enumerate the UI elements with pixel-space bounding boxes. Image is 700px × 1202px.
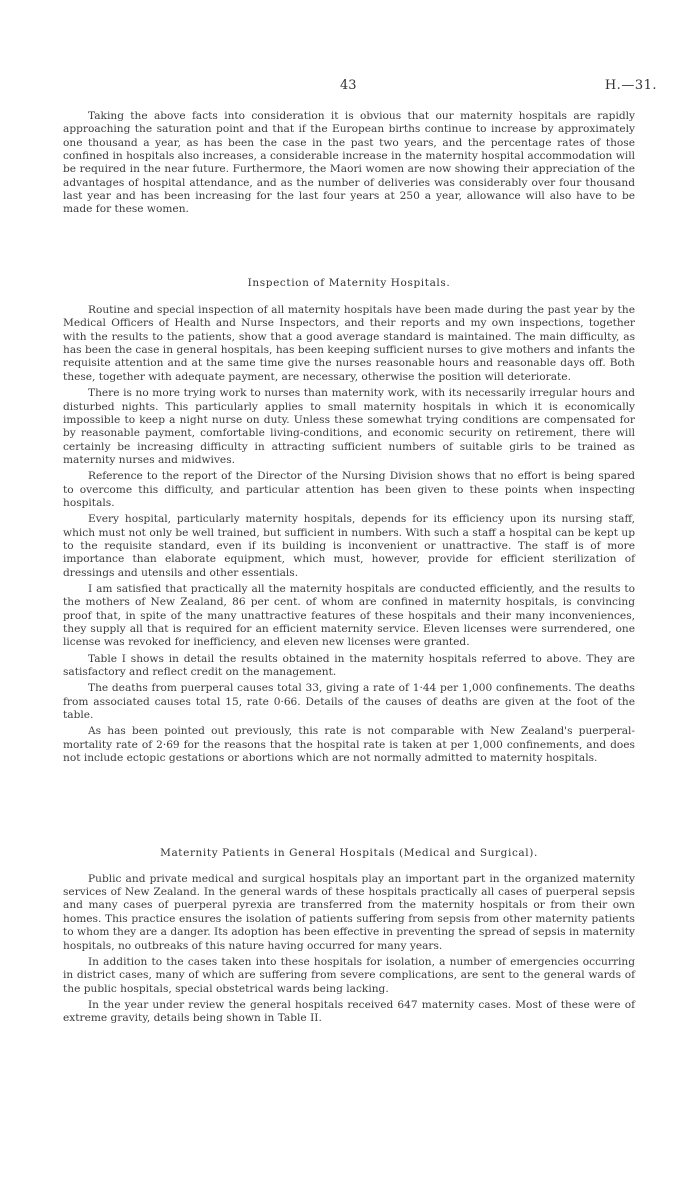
inspection-paragraph-4: Every hospital, particularly maternity hospitals, depends for its efficiency upon its nursing staff, which must not only be well trained, but sufficient in numbers. With such a staff a hospital can be kept up to the requisite standard, even if its building is inconvenient or unattractive. The staff is of more importance than elaborate equipment, which must, however, provide for efficient sterilization of dressings and utensils and other essentials. [63, 513, 635, 579]
page-number: 43 [340, 78, 357, 93]
general-paragraph-3: In the year under review the general hospitals received 647 maternity cases. Most of these were of extreme gravity, details being shown in Table II. [63, 998, 635, 1025]
general-paragraph-2: In addition to the cases taken into these hospitals for isolation, a number of emergencies occurring in district cases, many of which are suffering from severe complications, are sent to the general wards of the public hospitals, special obstetrical wards being lacking. [63, 955, 635, 995]
section-heading-general-hospitals: Maternity Patients in General Hospitals (Medical and Surgical). [160, 847, 538, 860]
inspection-paragraph-3: Reference to the report of the Director of the Nursing Division shows that no effort is being spared to overcome this difficulty, and particular attention has been given to these points when inspecting hospitals. [63, 470, 635, 509]
inspection-paragraph-1: Routine and special inspection of all maternity hospitals have been made during the past year by the Medical Officers of Health and Nurse Inspectors, and their reports and my own inspections, together with the results to the patients, show that a good average standard is maintained. The main difficulty, as has been the case in general hospitals, has been keeping sufficient nurses to give mothers and infants the requisite attention and at the same time give the nurses reasonable hours and reasonable days off. Both these, together with adequate payment, are necessary, otherwise the position will deteriorate. [63, 304, 635, 383]
document-reference: H.—31. [604, 78, 657, 93]
inspection-paragraph-8: As has been pointed out previously, this rate is not comparable with New Zealand's puerperal-mortality rate of 2·69 for the reasons that the hospital rate is taken at per 1,000 confinements, and does not include ectopic gestations or abortions which are not normally admitted to maternity hospitals. [63, 725, 635, 765]
inspection-paragraph-5: I am satisfied that practically all the maternity hospitals are conducted efficiently, and the results to the mothers of New Zealand, 86 per cent. of whom are confined in maternity hospitals, is convincing proof that, in spite of the many unattractive features of these hospitals and their many inconveniences, they supply all that is required for an efficient maternity service. Eleven licenses were surrendered, one license was revoked for inefficiency, and eleven new licenses were granted. [63, 582, 635, 649]
section-heading-inspection: Inspection of Maternity Hospitals. [247, 276, 451, 289]
document-body [63, 110, 635, 1029]
general-paragraph-1: Public and private medical and surgical hospitals play an important part in the organized maternity services of New Zealand. In the general wards of these hospitals practically all cases of puerperal sepsis and many cases of puerperal pyrexia are transferred from the maternity hospitals or from their own homes. This practice ensures the isolation of patients suffering from sepsis from other maternity patients to whom they are a danger. Its adoption has been effective in preventing the spread of sepsis in maternity hospitals, no outbreaks of this nature having occurred for many years. [63, 872, 635, 952]
inspection-paragraph-7: The deaths from puerperal causes total 33, giving a rate of 1·44 per 1,000 confinements. The deaths from associated causes total 15, rate 0·66. Details of the causes of deaths are given at the foot of the table. [63, 682, 635, 722]
inspection-paragraph-2: There is no more trying work to nurses than maternity work, with its necessarily irregular hours and disturbed nights. This particularly applies to small maternity hospitals in which it is economically impossible to keep a night nurse on duty. Unless these somewhat trying conditions are compensated for by reasonable payment, comfortable living-conditions, and economic security on retirement, there will certainly be increasing difficulty in attracting sufficient numbers of suitable girls to be trained as maternity nurses and midwives. [63, 387, 635, 466]
page-header [0, 74, 700, 94]
intro-paragraph: Taking the above facts into consideration it is obvious that our maternity hospitals are rapidly approaching the saturation point and that if the European births continue to increase by approximately one thousand a year, as has been the case in the past two years, and the percentage rates of those confined in hospitals also increases, a considerable increase in the maternity hospital accommodation will be required in the near future. Furthermore, the Maori women are now showing their appreciation of the advantages of hospital attendance, and as the number of deliveries was considerably over four thousand last year and has been increasing for the last four years at 250 a year, allowance will also have to be made for these women. [63, 110, 635, 216]
inspection-paragraph-6: Table I shows in detail the results obtained in the maternity hospitals referred to above. They are satisfactory and reflect credit on the management. [63, 652, 635, 679]
